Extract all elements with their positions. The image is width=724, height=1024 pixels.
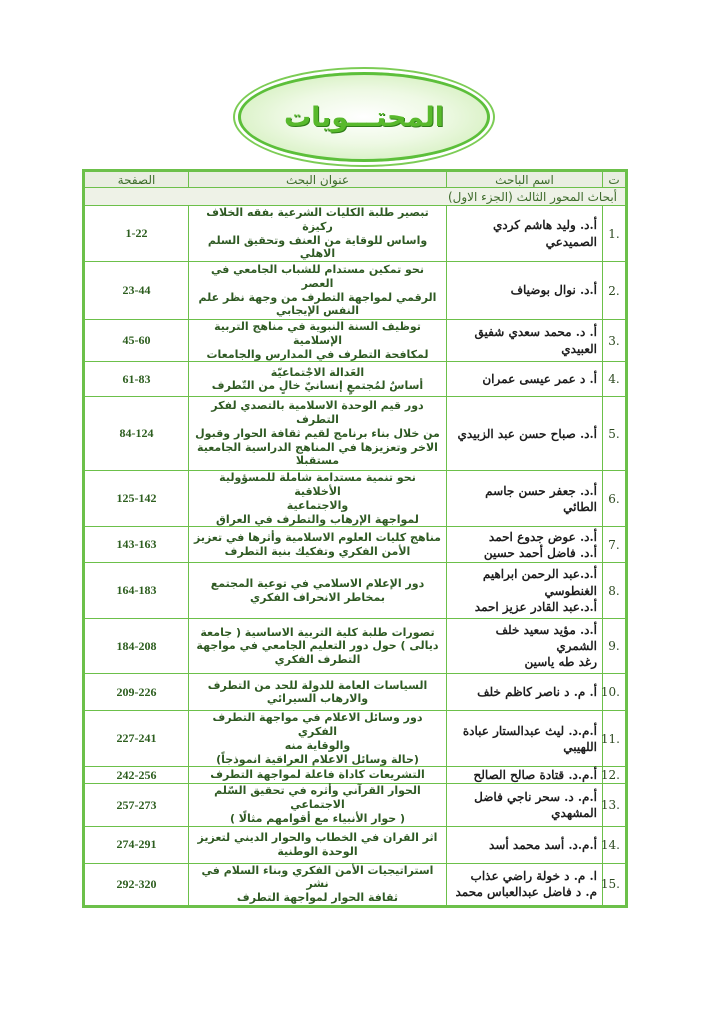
table-row xyxy=(84,767,627,784)
researcher-cell xyxy=(447,471,603,527)
paper-title-cell xyxy=(189,527,447,563)
table-row xyxy=(84,471,627,527)
paper-title-line: تبصير طلبة الكليات الشرعية بفقه الخلاف ركيزة xyxy=(206,206,429,233)
researcher-cell xyxy=(447,397,603,471)
researcher-name: المشهدي xyxy=(551,806,597,821)
researcher-cell xyxy=(447,262,603,320)
table-header-row xyxy=(84,171,627,188)
paper-title-cell xyxy=(189,674,447,711)
page-range: 227-241 xyxy=(84,711,189,767)
researcher-cell xyxy=(447,619,603,674)
row-number: .6 xyxy=(603,471,627,527)
page-range: 61-83 xyxy=(84,362,189,397)
page-range: 125-142 xyxy=(84,471,189,527)
table-row xyxy=(84,563,627,619)
researcher-name: أ.م.د. ليث عبدالستار عبادة xyxy=(462,723,597,738)
section-label: أبحاث المحور الثالث (الجزء الاول) xyxy=(84,188,627,206)
researcher-name: أ. د. محمد سعدي شفيق العبيدي xyxy=(474,325,597,356)
table-row xyxy=(84,527,627,563)
row-number: .3 xyxy=(603,320,627,362)
researcher-name: أ.د. عوض جدوع احمد xyxy=(488,529,597,544)
table-row xyxy=(84,397,627,471)
paper-title-line: لمكافحة التطرف في المدارس والجامعات xyxy=(206,347,429,361)
paper-title-cell xyxy=(189,826,447,863)
paper-title-line: لمواجهة الإرهاب والتطرف في العراق xyxy=(216,512,419,526)
row-number: .11 xyxy=(603,711,627,767)
page-range: 143-163 xyxy=(84,527,189,563)
page-range: 292-320 xyxy=(84,863,189,906)
researcher-name: رغد طه ياسين xyxy=(524,655,597,670)
paper-title-line: النفس الإيجابي xyxy=(275,304,360,318)
header-num: ت xyxy=(603,171,627,188)
researcher-name: أ.د. وليد هاشم كردي الصميدعي xyxy=(492,218,597,249)
page-range: 23-44 xyxy=(84,262,189,320)
researcher-name: أ.د. نوال بوضياف xyxy=(510,283,597,298)
paper-title-line: دور الإعلام الاسلامي في توعية المجتمع xyxy=(210,577,425,590)
paper-title-cell xyxy=(189,206,447,262)
paper-title-cell xyxy=(189,397,447,471)
table-row xyxy=(84,826,627,863)
researcher-name: أ. م. د ناصر كاظم خلف xyxy=(477,685,597,700)
page-range: 257-273 xyxy=(84,784,189,826)
researcher-name: أ.م. د. سحر ناجي فاضل xyxy=(474,789,597,804)
researcher-cell xyxy=(447,784,603,826)
paper-title-line: الحوار القرآني وأثره في تحقيق السّلم الاجتماعي xyxy=(214,784,421,812)
paper-title-line: الاخر وتعزيزها في المناهج الدراسية الجامعية xyxy=(197,440,438,454)
table-row xyxy=(84,206,627,262)
paper-title-cell xyxy=(189,262,447,320)
contents-table xyxy=(82,169,628,908)
paper-title-cell xyxy=(189,784,447,826)
page-range: 209-226 xyxy=(84,674,189,711)
paper-title-line: مستقبلا xyxy=(295,454,340,468)
table-row xyxy=(84,262,627,320)
researcher-cell xyxy=(447,711,603,767)
paper-title-line: والوقاية منه xyxy=(284,738,351,752)
header-researcher: اسم الباحث xyxy=(447,171,603,188)
paper-title-line: الرقمي لمواجهة التطرف من وجهة نظر علم xyxy=(198,290,437,304)
paper-title-line: ثقافة الحوار لمواجهة التطرف xyxy=(236,891,399,905)
page-range: 274-291 xyxy=(84,826,189,863)
paper-title-line: دور وسائل الاعلام في مواجهة التطرف الفكري xyxy=(212,711,423,738)
title-banner xyxy=(238,72,490,162)
paper-title-line: نحو تنمية مستدامة شاملة للمسؤولية الأخلاقية xyxy=(219,471,416,498)
paper-title-cell xyxy=(189,767,447,784)
paper-title-line: توظيف السنة النبوية في مناهج التربية الإسلامية xyxy=(214,320,421,347)
paper-title-cell xyxy=(189,863,447,906)
paper-title-line: (حالة وسائل الاعلام العراقية انموذجاً) xyxy=(216,752,419,766)
researcher-cell xyxy=(447,826,603,863)
page-range: 45-60 xyxy=(84,320,189,362)
paper-title-cell xyxy=(189,711,447,767)
researcher-name: أ.د. صباح حسن عبد الزبيدي xyxy=(457,426,597,441)
page-range: 184-208 xyxy=(84,619,189,674)
section-row xyxy=(84,188,627,206)
paper-title-line: ( حوار الأنبياء مع أقوامهم مثالًا ) xyxy=(229,811,406,825)
researcher-name: م. د فاضل عبدالعباس محمد xyxy=(455,885,597,900)
page-title: المحتـــويات xyxy=(284,101,444,133)
paper-title-line: الوحدة الوطنية xyxy=(277,844,358,858)
table-row xyxy=(84,619,627,674)
paper-title-cell xyxy=(189,320,447,362)
paper-title-cell xyxy=(189,471,447,527)
row-number: .8 xyxy=(603,563,627,619)
row-number: .15 xyxy=(603,863,627,906)
researcher-name: أ.د.عبد القادر عزيز احمد xyxy=(474,599,597,614)
row-number: .12 xyxy=(603,767,627,784)
paper-title-line: التطرف الفكري xyxy=(274,653,361,667)
table-row xyxy=(84,863,627,906)
researcher-cell xyxy=(447,206,603,262)
paper-title-line: نحو تمكين مستدام للشباب الجامعي في العصر xyxy=(210,263,424,290)
paper-title-line: السياسات العامة للدولة للحد من التطرف xyxy=(207,678,428,692)
row-number: .13 xyxy=(603,784,627,826)
researcher-name: أ.د.عبد الرحمن ابراهيم xyxy=(482,567,597,582)
page-range: 1-22 xyxy=(84,206,189,262)
researcher-name: أ.م.د. أسد محمد أسد xyxy=(489,837,597,852)
paper-title-line: من خلال بناء برنامج لقيم ثقافة الحوار وقبول xyxy=(195,426,440,440)
paper-title-line: أساسٌ لمُجتمعٍ إنسانيّ خالٍ من التّطرف xyxy=(211,379,424,393)
researcher-name: أ.د. مؤيد سعيد خلف الشمري xyxy=(495,622,597,654)
table-row xyxy=(84,711,627,767)
paper-title-line: اثر القران في الخطاب والحوار الديني لتعزيز xyxy=(197,830,438,844)
header-title: عنوان البحث xyxy=(189,171,447,188)
researcher-cell xyxy=(447,767,603,784)
paper-title-line: بمخاطر الانحراف الفكري xyxy=(250,590,385,604)
researcher-cell xyxy=(447,863,603,906)
researcher-cell xyxy=(447,320,603,362)
paper-title-line: مناهج كليات العلوم الاسلامية وأثرها في تعزيز xyxy=(193,531,441,544)
paper-title-line: استراتيجيات الأمن الفكري وبناء السلام في نشر xyxy=(201,863,434,891)
page-range: 164-183 xyxy=(84,563,189,619)
researcher-name: ا. م. د خولة راضي عذاب xyxy=(470,869,597,884)
paper-title-line: الأمن الفكري وتفكيك بنية التطرف xyxy=(224,544,411,558)
row-number: .4 xyxy=(603,362,627,397)
page-range: 242-256 xyxy=(84,767,189,784)
paper-title-line: والارهاب السيرائي xyxy=(266,692,369,706)
table-row xyxy=(84,784,627,826)
row-number: .14 xyxy=(603,826,627,863)
page-range: 84-124 xyxy=(84,397,189,471)
table-row xyxy=(84,362,627,397)
table-row xyxy=(84,674,627,711)
paper-title-cell xyxy=(189,563,447,619)
researcher-name: الغنطوسي xyxy=(544,583,597,598)
paper-title-line: دور قيم الوحدة الاسلامية بالتصدي لفكر التطرف xyxy=(211,399,424,427)
paper-title-cell xyxy=(189,619,447,674)
researcher-cell xyxy=(447,563,603,619)
paper-title-line: واساس للوقاية من العنف وتحقيق السلم الاهلي xyxy=(207,233,428,261)
paper-title-line: تصورات طلبة كلية التربية الاساسية ( جامعة xyxy=(200,625,435,639)
paper-title-cell xyxy=(189,362,447,397)
paper-title-line: والاجتماعية xyxy=(286,498,349,512)
header-pages: الصفحة xyxy=(84,171,189,188)
row-number: .7 xyxy=(603,527,627,563)
researcher-name: أ.د. جعفر حسن جاسم الطائي xyxy=(485,483,597,514)
researcher-cell xyxy=(447,674,603,711)
row-number: .1 xyxy=(603,206,627,262)
researcher-cell xyxy=(447,527,603,563)
row-number: .10 xyxy=(603,674,627,711)
researcher-name: أ.م.د. قتادة صالح الصالح xyxy=(473,768,597,783)
table-row xyxy=(84,320,627,362)
researcher-name: أ. د عمر عيسى عمران xyxy=(482,372,597,387)
researcher-name: اللهيبي xyxy=(563,739,597,754)
paper-title-line: ديالى ) حول دور التعليم الجامعي في مواجهة xyxy=(196,639,439,653)
row-number: .2 xyxy=(603,262,627,320)
paper-title-line: التشريعات كاداة فاعلة لمواجهة التطرف xyxy=(210,768,425,782)
researcher-name: أ.د. فاضل أحمد حسين xyxy=(483,545,597,560)
row-number: .5 xyxy=(603,397,627,471)
researcher-cell xyxy=(447,362,603,397)
row-number: .9 xyxy=(603,619,627,674)
paper-title-line: العَدالة الاجْتماعيّة xyxy=(270,365,365,379)
